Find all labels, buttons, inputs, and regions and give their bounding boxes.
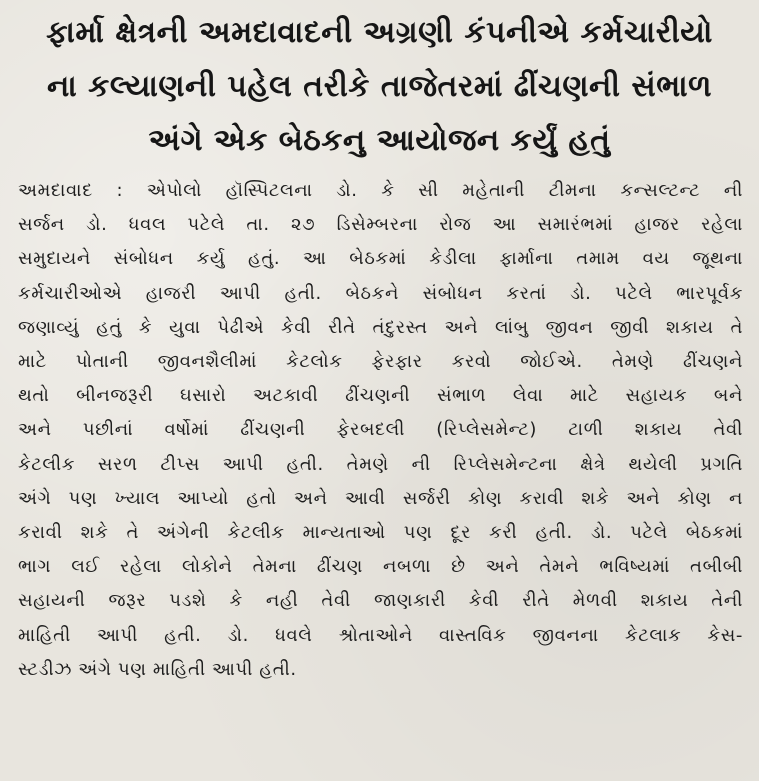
body-line: ભાગ લઈ રહેલા લોકોને તેમના ઢીંચણ નબળા છે અને તેમને ભવિષ્યમાં તબીબી: [18, 556, 743, 578]
body-line: સમુદાયને સંબોધન કર્યુ હતું. આ બેઠકમાં કેડીલા ફાર્માના તમામ વય જૂથના: [18, 248, 743, 270]
body-line: માહિતી આપી હતી. ડો. ધવલે શ્રોતાઓને વાસ્તવિક જીવનના કેટલાક કેસ-: [18, 624, 743, 646]
headline-line: ના કલ્યાણની પહેલ તરીકે તાજેતરમાં ઢીંચણની સંભાળ: [47, 69, 712, 104]
body-line: જણાવ્યું હતું કે યુવા પેઢીએ કેવી રીતે તંદુરસ્ત અને લાંબુ જીવન જીવી શકાય તે: [18, 316, 743, 338]
article-headline: [12, 6, 747, 168]
headline-line: અંગે એક બેઠકનુ આયોજન કર્યું હતું: [148, 123, 611, 158]
body-line: કરાવી શકે તે અંગેની કેટલીક માન્યતાઓ પણ દૂર કરી હતી. ડો. પટેલે બેઠકમાં: [18, 522, 743, 544]
body-line: કર્મચારીઓએ હાજરી આપી હતી. બેઠકને સંબોધન કરતાં ડો. પટેલે ભારપૂર્વક: [18, 282, 743, 304]
body-line: માટે પોતાની જીવનશૈલીમાં કેટલોક ફેરફાર કરવો જોઈએ. તેમણે ઢીંચણને: [18, 351, 743, 373]
body-line: કેટલીક સરળ ટીપ્સ આપી હતી. તેમણે ની રિપ્લેસમેન્ટના ક્ષેત્રે થયેલી પ્રગતિ: [18, 453, 743, 475]
article-body: [18, 174, 743, 687]
body-line: સર્જન ડો. ધવલ પટેલે તા. ૨૭ ડિસેમ્બરના રોજ આ સમારંભમાં હાજર રહેલા: [18, 214, 743, 236]
headline-line: ફાર્મા ક્ષેત્રની અમદાવાદની અગ્રણી કંપનીએ કર્મચારીયો: [46, 15, 713, 50]
body-line: સહાયની જરૂર પડશે કે નહી તેવી જાણકારી કેવી રીતે મેળવી શકાય તેની: [18, 590, 743, 612]
body-line: અમદાવાદ : એપોલો હૉસ્પિટલના ડો. કે સી મહેતાની ટીમના કન્સલ્ટન્ટ ની: [18, 180, 743, 201]
body-line: થતો બીનજરૂરી ઘસારો અટકાવી ઢીંચણની સંભાળ લેવા માટે સહાયક બને: [18, 385, 743, 407]
body-line: અને પછીનાં વર્ષોમાં ઢીંચણની ફેરબદલી (રિપ્લેસમેન્ટ) ટાળી શકાય તેવી: [18, 419, 743, 441]
body-line: અંગે પણ ખ્યાલ આપ્યો હતો અને આવી સર્જરી કોણ કરાવી શકે અને કોણ ન: [18, 487, 743, 509]
body-line: સ્ટડીઝ અંગે પણ માહિતી આપી હતી.: [18, 658, 297, 680]
